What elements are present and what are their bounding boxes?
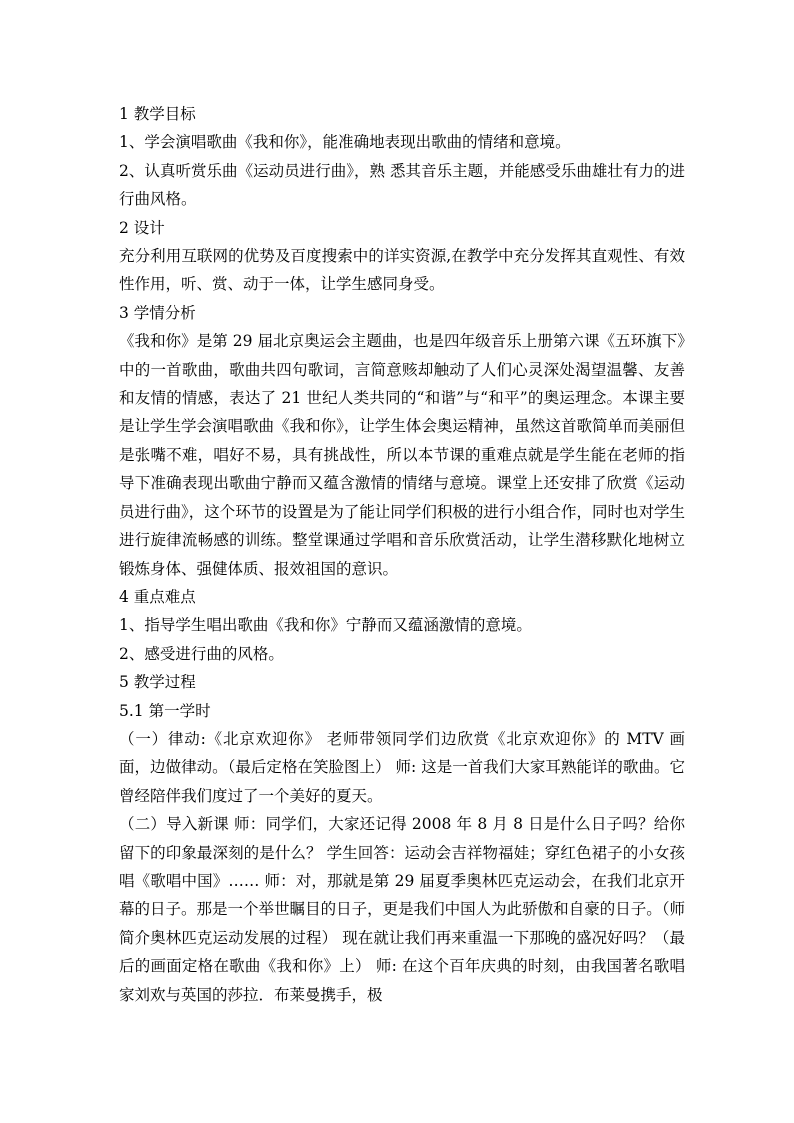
document-page xyxy=(119,100,685,1009)
section-heading-5: 5 教学过程 xyxy=(119,673,196,692)
section-heading-3: 3 学情分析 xyxy=(119,303,196,322)
paragraph: 充分利用互联网的优势及百度搜索中的详实资源,在教学中充分发挥其直观性、有效性作用，听、赏、动于一体，让学生感同身受。 xyxy=(119,247,685,294)
paragraph: 1、学会演唱歌曲《我和你》，能准确地表现出歌曲的情绪和意境。 xyxy=(119,133,571,152)
paragraph: 1、指导学生唱出歌曲《我和你》宁静而又蕴涵激情的意境。 xyxy=(119,616,532,635)
section-heading-4: 4 重点难点 xyxy=(119,587,196,606)
subsection-heading: 5.1 第一学时 xyxy=(119,701,211,720)
section-heading-1: 1 教学目标 xyxy=(119,105,196,123)
paragraph: 《我和你》是第 29 届北京奥运会主题曲，也是四年级音乐上册第六课《五环旗下》中的一首歌曲，歌曲共四句歌词，言简意赅却触动了人们心灵深处渴望温馨、友善和友情的情感，表达了 21 世纪人类共同的“和谐”与“和平”的奥运理念。本课主要是让学生学会演唱歌曲《我和你》，让学生体会奥运精神，虽然这首歌简单而美丽但是张嘴不难，唱好不易，具有挑战性，所以本节课的重难点就是学生能在老师的指导下准确表现出歌曲宁静而又蕴含激情的情绪与意境。课堂上还安排了欣赏《运动员进行曲》，这个环节的设置是为了能让同学们积极的进行小组合作，同时也对学生进行旋律流畅感的训练。整堂课通过学唱和音乐欣赏活动，让学生潜移默化地树立锻炼身体、强健体质、报效祖国的意识。 xyxy=(119,332,685,578)
section-heading-2: 2 设计 xyxy=(119,218,165,237)
paragraph: 2、感受进行曲的风格。 xyxy=(119,644,284,663)
paragraph: 2、认真听赏乐曲《运动员进行曲》，熟 悉其音乐主题，并能感受乐曲雄壮有力的进行曲风格。 xyxy=(119,161,685,209)
paragraph: （二）导入新课 师：同学们，大家还记得 2008 年 8 月 8 日是什么日子吗？给你留下的印象最深刻的是什么？ 学生回答：运动会吉祥物福娃；穿红色裙子的小女孩唱《歌唱中国》…… 师：对，那就是第 29 届夏季奥林匹克运动会，在我们北京开幕的日子。那是一个举世瞩目的日子，更是我们中国人为此骄傲和自豪的日子。（师简介奥林匹克运动发展的过程） 现在就让我们再来重温一下那晚的盛况好吗？（最后的画面定格在歌曲《我和你》上） 师: 在这个百年庆典的时刻，由我国著名歌唱家刘欢与英国的莎拉．布莱曼携手，极 xyxy=(119,815,685,1004)
paragraph: （一）律动:《北京欢迎你》 老师带领同学们边欣赏《北京欢迎你》的 MTV 画面，边做律动。（最后定格在笑脸图上） 师: 这是一首我们大家耳熟能详的歌曲。它曾经陪伴我们度过了一个美好的夏天。 xyxy=(119,729,685,805)
